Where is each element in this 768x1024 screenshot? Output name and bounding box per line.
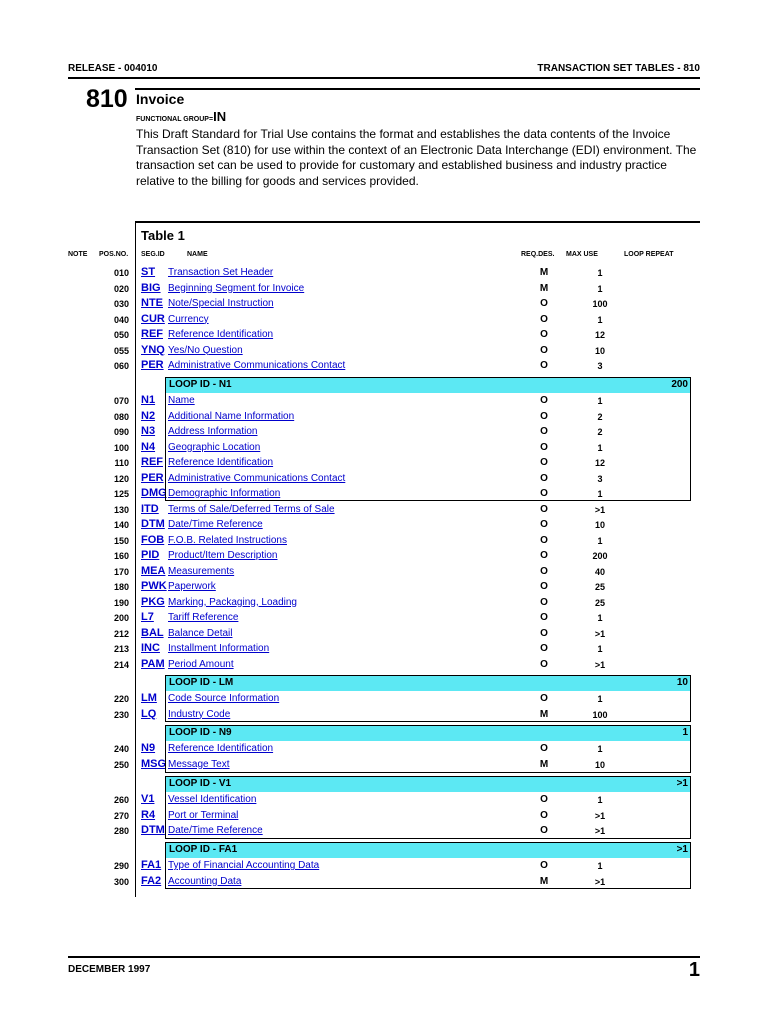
max-use: 10: [594, 520, 605, 530]
page-number: 1: [688, 959, 700, 981]
loop-box: [165, 377, 691, 501]
header-right: TRANSACTION SET TABLES - 810: [537, 63, 700, 74]
pos-number: 270: [113, 810, 129, 821]
segment-name-link[interactable]: Product/Item Description: [168, 550, 278, 561]
pos-number: 150: [113, 535, 129, 546]
pos-number: 212: [113, 628, 129, 639]
requirement-designator: M: [539, 267, 549, 278]
col-req: REQ.DES.: [521, 251, 555, 258]
segment-id-link[interactable]: MSG: [141, 757, 167, 770]
segment-id-link[interactable]: R4: [141, 808, 156, 821]
segment-id-link[interactable]: BAL: [141, 626, 164, 639]
table-row: [0, 296, 768, 311]
pos-number: 040: [113, 314, 129, 325]
pos-number: 030: [113, 299, 129, 309]
pos-number: 180: [113, 582, 129, 592]
requirement-designator: O: [540, 612, 548, 623]
max-use: 1: [597, 861, 603, 871]
segment-name-link[interactable]: Type of Financial Accounting Data: [168, 860, 320, 871]
max-use: >1: [594, 504, 606, 515]
pos-number: 300: [113, 876, 129, 887]
requirement-designator: O: [540, 825, 548, 836]
segment-name-link[interactable]: Beginning Segment for Invoice: [168, 282, 305, 294]
pos-number: 160: [113, 551, 129, 561]
requirement-designator: O: [540, 410, 548, 422]
segment-name-link[interactable]: Currency: [168, 313, 209, 325]
requirement-designator: M: [539, 282, 549, 294]
max-use: 1: [597, 396, 603, 406]
requirement-designator: O: [540, 441, 548, 453]
requirement-designator: O: [540, 534, 548, 546]
segment-id-link[interactable]: CUR: [141, 312, 165, 325]
pos-number: 010: [113, 268, 129, 278]
loop-box: [165, 842, 691, 889]
requirement-designator: O: [540, 643, 548, 654]
max-use: 12: [594, 458, 605, 468]
segment-name-link[interactable]: Transaction Set Header: [168, 267, 274, 278]
segment-id-link[interactable]: FA1: [141, 859, 162, 871]
loop-repeat: 10: [676, 677, 688, 688]
loop-repeat: 1: [682, 727, 688, 738]
description: This Draft Standard for Trial Use contains the format and establishes the data contents of the Invoice Transaction Set (810) for use within the context of an Electronic Data Interchange (EDI) environment. The transaction set can be used to provide for customary and established business and industry practice relative to the billing for goods and services provided.: [136, 127, 697, 188]
max-use: 25: [594, 582, 605, 592]
bottom-rule: [68, 956, 700, 958]
requirement-designator: O: [540, 860, 548, 871]
segment-id-link[interactable]: INC: [141, 642, 160, 654]
segment-id-link[interactable]: PER: [141, 471, 164, 484]
segment-name-link[interactable]: Period Amount: [168, 658, 234, 670]
requirement-designator: O: [540, 565, 548, 577]
pos-number: 090: [113, 427, 129, 437]
requirement-designator: O: [540, 627, 548, 639]
loop-header: [166, 676, 690, 691]
segment-name-link[interactable]: Code Source Information: [168, 693, 280, 704]
requirement-designator: M: [539, 758, 549, 770]
max-use: 3: [597, 473, 603, 484]
loop-id: LOOP ID - V1: [169, 778, 232, 789]
max-use: >1: [594, 826, 606, 836]
col-loop: LOOP REPEAT: [624, 251, 674, 258]
requirement-designator: O: [540, 581, 548, 592]
requirement-designator: O: [540, 426, 548, 437]
pos-number: 290: [113, 861, 129, 871]
segment-id-link[interactable]: ITD: [141, 502, 159, 515]
segment-id-link[interactable]: N2: [141, 409, 156, 422]
table-title: Table 1: [141, 228, 185, 243]
segment-id-link[interactable]: N9: [141, 742, 156, 754]
loop-box: [165, 675, 691, 722]
requirement-designator: O: [540, 658, 548, 670]
table-row: [0, 327, 768, 342]
segment-id-link[interactable]: V1: [141, 793, 155, 805]
table-row: [0, 595, 768, 610]
pos-number: 110: [114, 458, 129, 468]
loop-header: [166, 777, 690, 792]
segment-name-link[interactable]: Reference Identification: [168, 329, 274, 340]
max-use: 2: [597, 427, 603, 437]
loop-header: [166, 378, 690, 393]
max-use: >1: [594, 810, 606, 821]
table-row: [0, 657, 768, 672]
max-use: 3: [597, 361, 603, 371]
segment-id-link[interactable]: N1: [141, 394, 156, 406]
table-row: [0, 533, 768, 548]
segment-name-link[interactable]: Port or Terminal: [168, 809, 239, 821]
max-use: 10: [594, 345, 605, 356]
pos-number: 260: [113, 795, 129, 805]
pos-number: 280: [113, 826, 129, 836]
max-use: >1: [594, 659, 606, 670]
transaction-set-title: Invoice: [136, 91, 185, 107]
segment-id-link[interactable]: FOB: [141, 533, 165, 546]
segment-id-link[interactable]: BIG: [141, 281, 161, 294]
table-row: [0, 265, 768, 280]
loop-box: [165, 776, 691, 839]
col-pos: POS.NO.: [99, 251, 129, 258]
segment-id-link[interactable]: L7: [141, 611, 154, 623]
requirement-designator: O: [540, 596, 548, 608]
table-row: [0, 579, 768, 594]
segment-name-link[interactable]: Additional Name Information: [168, 410, 295, 422]
segment-id-link[interactable]: LQ: [141, 707, 157, 720]
table-row: [0, 312, 768, 327]
segment-id-link[interactable]: N4: [141, 440, 156, 453]
requirement-designator: O: [540, 457, 548, 468]
loop-id: LOOP ID - N9: [169, 727, 232, 738]
requirement-designator: O: [540, 794, 548, 805]
segment-name-link[interactable]: Demographic Information: [168, 488, 281, 499]
segment-id-link[interactable]: NTE: [141, 297, 163, 309]
segment-name-link[interactable]: Reference Identification: [168, 743, 274, 754]
pos-number: 050: [113, 330, 129, 340]
segment-name-link[interactable]: Message Text: [168, 758, 230, 770]
segment-name-link[interactable]: Date/Time Reference: [168, 519, 263, 530]
requirement-designator: O: [540, 298, 548, 309]
segment-id-link[interactable]: REF: [141, 328, 163, 340]
segment-id-link[interactable]: YNQ: [141, 343, 165, 356]
max-use: 12: [594, 330, 605, 340]
pos-number: 100: [113, 442, 129, 453]
segment-id-link[interactable]: FA2: [141, 874, 162, 887]
requirement-designator: O: [540, 693, 548, 704]
pos-number: 213: [113, 644, 129, 654]
pos-number: 080: [113, 411, 129, 422]
segment-id-link[interactable]: DTM: [141, 824, 165, 836]
col-seg: SEG.ID: [141, 251, 165, 258]
loop-header: [166, 843, 690, 858]
max-use: 1: [597, 268, 603, 278]
loop-header: [166, 726, 690, 741]
segment-name-link[interactable]: Administrative Communications Contact: [168, 472, 346, 484]
segment-id-link[interactable]: REF: [141, 456, 163, 468]
segment-id-link[interactable]: PER: [141, 359, 164, 371]
segment-name-link[interactable]: Measurements: [168, 565, 235, 577]
max-use: 10: [594, 759, 605, 770]
segment-id-link[interactable]: PAM: [141, 657, 165, 670]
requirement-designator: O: [540, 809, 548, 821]
max-use: 100: [592, 299, 608, 309]
pos-number: 120: [113, 473, 129, 484]
segment-id-link[interactable]: ST: [141, 266, 156, 278]
pos-number: 070: [113, 396, 129, 406]
max-use: 1: [597, 442, 603, 453]
max-use: 1: [597, 613, 603, 623]
requirement-designator: O: [540, 519, 548, 530]
functional-group-label: FUNCTIONAL GROUP=: [136, 116, 214, 123]
requirement-designator: O: [540, 360, 548, 371]
max-use: >1: [594, 876, 606, 887]
segment-name-link[interactable]: Vessel Identification: [168, 794, 257, 805]
segment-id-link[interactable]: PID: [141, 549, 160, 561]
pos-number: 200: [113, 613, 129, 623]
segment-name-link[interactable]: Yes/No Question: [168, 344, 243, 356]
table-row: [0, 502, 768, 517]
max-use: 1: [597, 283, 603, 294]
table-row: [0, 610, 768, 625]
functional-group: [136, 109, 226, 124]
segment-name-link[interactable]: Balance Detail: [168, 627, 233, 639]
col-name: NAME: [187, 251, 208, 258]
max-use: 1: [597, 744, 603, 754]
requirement-designator: O: [540, 329, 548, 340]
loop-repeat: >1: [676, 778, 688, 789]
segment-id-link[interactable]: DMG: [141, 487, 167, 499]
max-use: 1: [597, 314, 603, 325]
requirement-designator: O: [540, 344, 548, 356]
title-rule: [135, 88, 700, 90]
loop-id: LOOP ID - LM: [169, 677, 234, 688]
col-max: MAX USE: [566, 251, 598, 258]
pos-number: 250: [113, 759, 129, 770]
functional-group-value: IN: [213, 109, 227, 124]
pos-number: 230: [113, 709, 129, 720]
col-note: NOTE: [68, 251, 88, 258]
max-use: 1: [597, 489, 603, 499]
pos-number: 240: [113, 744, 129, 754]
pos-number: 220: [113, 694, 129, 704]
segment-name-link[interactable]: Reference Identification: [168, 457, 274, 468]
table-row: [0, 626, 768, 641]
segment-id-link[interactable]: LM: [141, 692, 157, 704]
segment-id-link[interactable]: PKG: [141, 595, 165, 608]
max-use: 25: [594, 597, 605, 608]
requirement-designator: O: [540, 395, 548, 406]
segment-id-link[interactable]: MEA: [141, 564, 166, 577]
max-use: 1: [597, 795, 603, 805]
table-row: [0, 343, 768, 358]
max-use: 1: [597, 535, 603, 546]
max-use: 2: [597, 411, 603, 422]
requirement-designator: M: [539, 875, 549, 887]
table-row: [0, 641, 768, 656]
loop-id: LOOP ID - FA1: [169, 844, 238, 855]
pos-number: 130: [113, 504, 129, 515]
pos-number: 020: [113, 283, 129, 294]
transaction-set-number: 810: [86, 85, 128, 113]
segment-name-link[interactable]: Name: [168, 395, 195, 406]
requirement-designator: O: [540, 550, 548, 561]
table-row: [0, 358, 768, 373]
top-rule: [68, 77, 700, 79]
max-use: 40: [594, 566, 605, 577]
footer-date: DECEMBER 1997: [68, 964, 151, 975]
segment-id-link[interactable]: DTM: [141, 518, 165, 530]
segment-name-link[interactable]: Installment Information: [168, 643, 270, 654]
requirement-designator: O: [540, 313, 548, 325]
pos-number: 060: [113, 361, 129, 371]
segment-name-link[interactable]: Accounting Data: [168, 875, 242, 887]
segment-name-link[interactable]: Marking, Packaging, Loading: [168, 596, 297, 608]
pos-number: 055: [113, 345, 129, 356]
table-row: [0, 564, 768, 579]
segment-name-link[interactable]: Paperwork: [168, 581, 216, 592]
segment-name-link[interactable]: F.O.B. Related Instructions: [168, 534, 287, 546]
table-row: [0, 548, 768, 563]
pos-number: 190: [113, 597, 129, 608]
segment-id-link[interactable]: N3: [141, 425, 156, 437]
segment-id-link[interactable]: PWK: [141, 580, 167, 592]
segment-name-link[interactable]: Date/Time Reference: [168, 825, 263, 836]
max-use: 200: [592, 551, 608, 561]
header-left: RELEASE - 004010: [68, 63, 158, 74]
segment-name-link[interactable]: Address Information: [168, 426, 258, 437]
segment-name-link[interactable]: Tariff Reference: [168, 612, 239, 623]
segment-name-link[interactable]: Terms of Sale/Deferred Terms of Sale: [168, 503, 335, 515]
segment-name-link[interactable]: Geographic Location: [168, 441, 261, 453]
requirement-designator: M: [539, 708, 549, 720]
loop-repeat: >1: [676, 844, 688, 855]
max-use: 1: [597, 694, 603, 704]
requirement-designator: O: [540, 472, 548, 484]
segment-name-link[interactable]: Industry Code: [168, 708, 231, 720]
table-rule: [135, 221, 700, 223]
table-row: [0, 281, 768, 296]
pos-number: 125: [113, 489, 129, 499]
loop-id: LOOP ID - N1: [169, 379, 232, 390]
requirement-designator: O: [540, 743, 548, 754]
segment-name-link[interactable]: Administrative Communications Contact: [168, 360, 346, 371]
max-use: >1: [594, 628, 606, 639]
requirement-designator: O: [540, 503, 548, 515]
segment-name-link[interactable]: Note/Special Instruction: [168, 298, 274, 309]
pos-number: 170: [113, 566, 129, 577]
pos-number: 214: [113, 659, 129, 670]
max-use: 100: [592, 709, 608, 720]
requirement-designator: O: [540, 488, 548, 499]
pos-number: 140: [113, 520, 129, 530]
loop-repeat: 200: [671, 379, 688, 390]
loop-box: [165, 725, 691, 773]
max-use: 1: [597, 644, 603, 654]
table-row: [0, 517, 768, 532]
